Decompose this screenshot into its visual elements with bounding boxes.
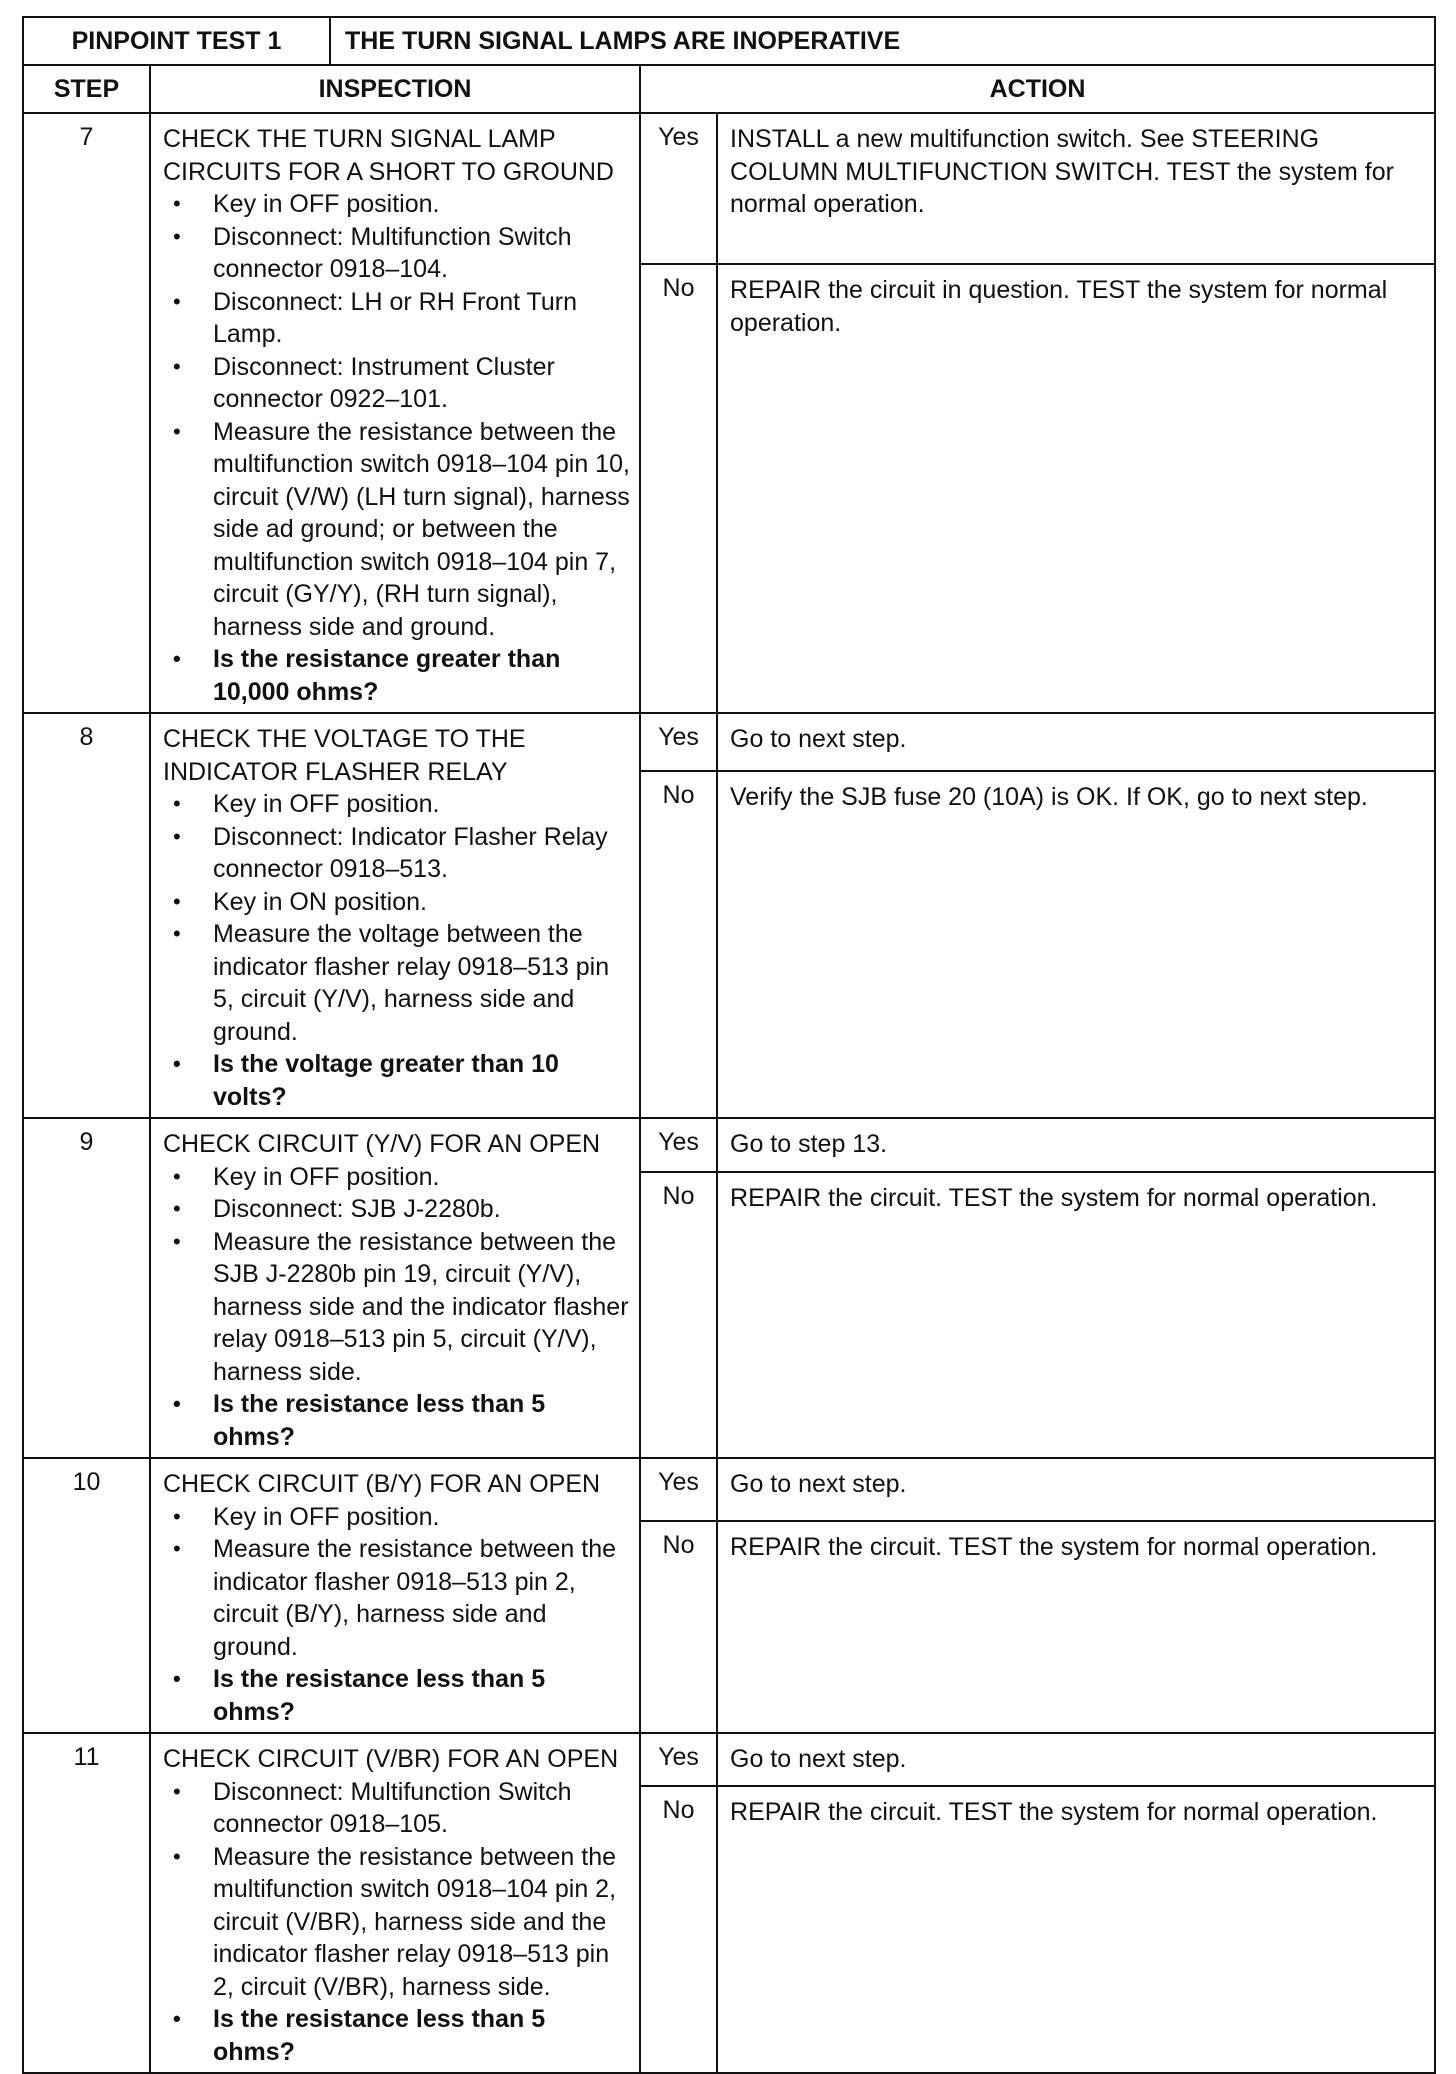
column-header-row [23,65,1435,113]
yes-action: Go to next step. [717,1458,1435,1521]
inspection-list [163,1776,631,2069]
inspection-title: CHECK THE VOLTAGE TO THE INDICATOR FLASHER RELAY [163,725,526,786]
inspection-title: CHECK THE TURN SIGNAL LAMP CIRCUITS FOR A SHORT TO GROUND [163,125,614,186]
inspection-item: • Disconnect: SJB J-2280b. [163,1193,631,1226]
test-label: PINPOINT TEST 1 [23,17,330,65]
inspection-list [163,1161,631,1454]
inspection-item: • Measure the resistance between the multifunction switch 0918–104 pin 2, circuit (V/BR), harness side and the indicator flasher relay 0918–513 pin 2, circuit (V/BR), harness side. [163,1841,631,2004]
inspection-item: • Measure the resistance between the SJB J-2280b pin 19, circuit (Y/V), harness side and the indicator flasher relay 0918–513 pin 5, circuit (Y/V), harness side. [163,1226,631,1389]
inspection-item: • Key in OFF position. [163,1161,631,1194]
inspection-item: • Key in OFF position. [163,188,631,221]
inspection-item: • Key in OFF position. [163,1501,631,1534]
yes-action: Go to next step. [717,1733,1435,1786]
inspection-item: • Key in OFF position. [163,788,631,821]
inspection-item: • Disconnect: Multifunction Switch connector 0918–104. [163,221,631,286]
inspection-question: • Is the resistance less than 5 ohms? [163,2003,631,2068]
inspection-item: • Key in ON position. [163,886,631,919]
inspection-list [163,788,631,1113]
inspection-title: CHECK CIRCUIT (V/BR) FOR AN OPEN [163,1745,619,1773]
inspection-question: • Is the resistance less than 5 ohms? [163,1388,631,1453]
no-action: REPAIR the circuit. TEST the system for normal operation. [717,1172,1435,1458]
inspection-question: • Is the resistance greater than 10,000 ohms? [163,643,631,708]
inspection-item: • Disconnect: Indicator Flasher Relay connector 0918–513. [163,821,631,886]
no-action: REPAIR the circuit in question. TEST the system for normal operation. [717,264,1435,713]
no-action: REPAIR the circuit. TEST the system for normal operation. [717,1521,1435,1733]
inspection-title: CHECK CIRCUIT (B/Y) FOR AN OPEN [163,1470,601,1498]
no-label: No [640,1786,717,2073]
inspection-question: • Is the voltage greater than 10 volts? [163,1048,631,1113]
pinpoint-test-table [22,16,1436,2074]
inspection-item: • Disconnect: LH or RH Front Turn Lamp. [163,286,631,351]
inspection-list [163,188,631,708]
step-row [23,1118,1435,1172]
inspection-item: • Measure the resistance between the indicator flasher 0918–513 pin 2, circuit (B/Y), harness side and ground. [163,1533,631,1663]
no-label: No [640,1521,717,1733]
no-label: No [640,264,717,713]
yes-label: Yes [640,1733,717,1786]
no-action: Verify the SJB fuse 20 (10A) is OK. If OK, go to next step. [717,771,1435,1118]
step-number: 7 [23,113,150,713]
step-row [23,113,1435,264]
step-number: 11 [23,1733,150,2073]
inspection-cell [150,713,640,1118]
no-label: No [640,1172,717,1458]
yes-action: INSTALL a new multifunction switch. See STEERING COLUMN MULTIFUNCTION SWITCH. TEST the system for normal operation. [717,113,1435,264]
inspection-question: • Is the resistance less than 5 ohms? [163,1663,631,1728]
step-row [23,1733,1435,1786]
yes-action: Go to next step. [717,713,1435,771]
inspection-item: • Measure the resistance between the multifunction switch 0918–104 pin 10, circuit (V/W) (LH turn signal), harness side ad ground; or between the multifunction switch 0918–104 pin 7, circuit (GY/Y), (RH turn signal), harness side and ground. [163,416,631,644]
yes-label: Yes [640,1458,717,1521]
step-number: 10 [23,1458,150,1733]
inspection-item: • Disconnect: Multifunction Switch connector 0918–105. [163,1776,631,1841]
inspection-cell [150,1118,640,1458]
yes-label: Yes [640,113,717,264]
pinpoint-test-sheet [22,16,1434,2074]
title-row [23,17,1435,65]
step-row [23,713,1435,771]
inspection-cell [150,113,640,713]
inspection-list [163,1501,631,1729]
no-label: No [640,771,717,1118]
step-number: 8 [23,713,150,1118]
test-title: THE TURN SIGNAL LAMPS ARE INOPERATIVE [330,17,1435,65]
step-row [23,1458,1435,1521]
step-number: 9 [23,1118,150,1458]
inspection-title: CHECK CIRCUIT (Y/V) FOR AN OPEN [163,1130,601,1158]
inspection-item: • Measure the voltage between the indicator flasher relay 0918–513 pin 5, circuit (Y/V), harness side and ground. [163,918,631,1048]
column-header-inspection: INSPECTION [150,65,640,113]
inspection-item: • Disconnect: Instrument Cluster connector 0922–101. [163,351,631,416]
no-action: REPAIR the circuit. TEST the system for normal operation. [717,1786,1435,2073]
yes-action: Go to step 13. [717,1118,1435,1172]
inspection-cell [150,1733,640,2073]
column-header-step: STEP [23,65,150,113]
yes-label: Yes [640,713,717,771]
column-header-action: ACTION [640,65,1435,113]
yes-label: Yes [640,1118,717,1172]
inspection-cell [150,1458,640,1733]
